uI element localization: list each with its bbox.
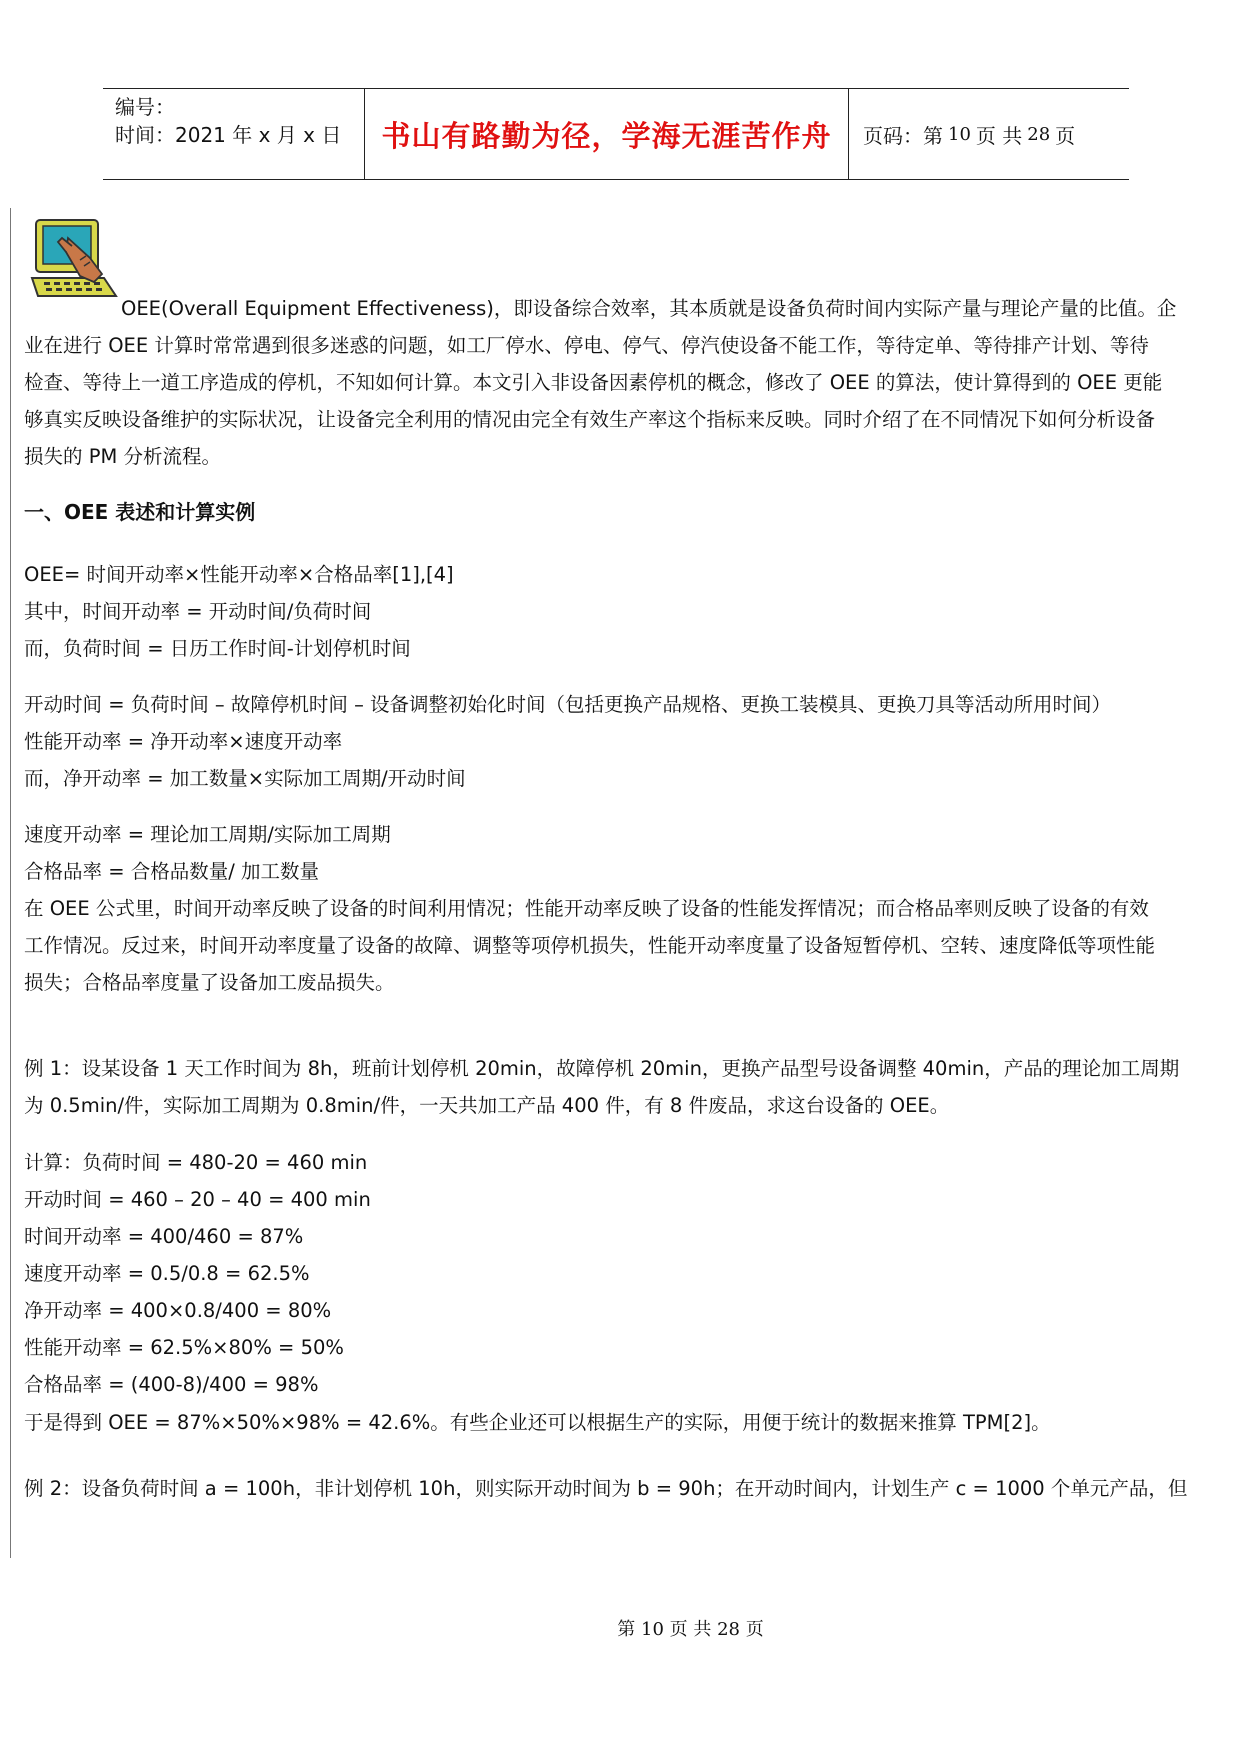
calc-line: 合格品率 = (400-8)/400 = 98% — [24, 1373, 319, 1396]
time-label: 时间：2021 年 x 月 x 日 — [115, 123, 342, 147]
intro-line: 检查、等待上一道工序造成的停机，不知如何计算。本文引入非设备因素停机的概念，修改了 OEE 的算法，使计算得到的 OEE 更能 — [24, 371, 1163, 394]
page-footer: 第 10 页 共 28 页 — [617, 1619, 764, 1640]
intro-line: 业在进行 OEE 计算时常常遇到很多迷惑的问题，如工厂停水、停电、停气、停汽使设备不能工作，等待定单、等待排产计划、等待 — [24, 334, 1149, 357]
page-end: 页 — [1055, 123, 1076, 148]
formula-block-c — [24, 816, 1224, 1001]
formula-line: 开动时间 = 负荷时间 – 故障停机时间 – 设备调整初始化时间（包括更换产品规格、更换工装模具、更换刀具等活动所用时间） — [24, 693, 1112, 716]
formula-line: 速度开动率 = 理论加工周期/实际加工周期 — [24, 823, 391, 846]
calc-line: 开动时间 = 460 – 20 – 40 = 400 min — [24, 1188, 371, 1211]
example-1 — [24, 1050, 1224, 1124]
formula-block-b — [24, 686, 1224, 797]
section-heading: 一、OEE 表述和计算实例 — [24, 500, 256, 524]
calc-line: 时间开动率 = 400/460 = 87% — [24, 1225, 304, 1248]
calc-line: 性能开动率 = 62.5%×80% = 50% — [24, 1336, 344, 1359]
header-motto-cell — [365, 89, 849, 179]
code-label: 编号： — [115, 95, 175, 119]
result-line: 于是得到 OEE = 87%×50%×98% = 42.6%。有些企业还可以根据生产的实际，用便于统计的数据来推算 TPM[2]。 — [24, 1411, 1051, 1434]
header-motto: 书山有路勤为径，学海无涯苦作舟 — [381, 118, 832, 153]
example-line: 例 1：设某设备 1 天工作时间为 8h，班前计划停机 20min，故障停机 20min，更换产品型号设备调整 40min，产品的理论加工周期 — [24, 1057, 1180, 1080]
page-total: 28 — [1027, 123, 1051, 145]
page-label: 页码：第 — [863, 123, 943, 148]
formula-line: 合格品率 = 合格品数量/ 加工数量 — [24, 860, 320, 883]
formula-block-a — [24, 556, 1224, 667]
example-line: 例 2：设备负荷时间 a = 100h，非计划停机 10h，则实际开动时间为 b = 90h；在开动时间内，计划生产 c = 1000 个单元产品，但 — [24, 1477, 1188, 1500]
intro-line: 够真实反映设备维护的实际状况，让设备完全利用的情况由完全有效生产率这个指标来反映。同时介绍了在不同情况下如何分析设备 — [24, 408, 1156, 431]
document-header — [103, 88, 1129, 180]
formula-line: 工作情况。反过来，时间开动率度量了设备的故障、调整等项停机损失，性能开动率度量了设备短暂停机、空转、速度降低等项性能 — [24, 934, 1156, 957]
left-margin-rule — [10, 208, 11, 1558]
intro-line: 损失的 PM 分析流程。 — [24, 445, 221, 468]
calc-line: 净开动率 = 400×0.8/400 = 80% — [24, 1299, 332, 1322]
calculation-block — [24, 1144, 1224, 1403]
header-page-info — [849, 89, 1129, 179]
formula-line: 其中，时间开动率 = 开动时间/负荷时间 — [24, 600, 372, 623]
calc-line: 速度开动率 = 0.5/0.8 = 62.5% — [24, 1262, 310, 1285]
formula-line: 而，负荷时间 = 日历工作时间-计划停机时间 — [24, 637, 411, 660]
header-meta — [103, 89, 365, 179]
example-line: 为 0.5min/件，实际加工周期为 0.8min/件，一天共加工产品 400 件，有 8 件废品，求这台设备的 OEE。 — [24, 1094, 950, 1117]
formula-line: 性能开动率 = 净开动率×速度开动率 — [24, 730, 343, 753]
formula-line: 在 OEE 公式里，时间开动率反映了设备的时间利用情况；性能开动率反映了设备的性能发挥情况；而合格品率则反映了设备的有效 — [24, 897, 1149, 920]
calc-line: 计算：负荷时间 = 480-20 = 460 min — [24, 1151, 368, 1174]
page-mid: 页 共 — [975, 123, 1023, 148]
formula-line: 而，净开动率 = 加工数量×实际加工周期/开动时间 — [24, 767, 466, 790]
intro-line: OEE(Overall Equipment Effectiveness)，即设备综合效率，其本质就是设备负荷时间内实际产量与理论产量的比值。企 — [121, 297, 1177, 320]
intro-paragraph — [24, 290, 1224, 475]
example-2 — [24, 1470, 1224, 1507]
result-paragraph — [24, 1404, 1224, 1441]
page-current: 10 — [948, 123, 971, 145]
formula-line: 损失；合格品率度量了设备加工废品损失。 — [24, 971, 395, 994]
formula-line: OEE= 时间开动率×性能开动率×合格品率[1],[4] — [24, 563, 454, 586]
